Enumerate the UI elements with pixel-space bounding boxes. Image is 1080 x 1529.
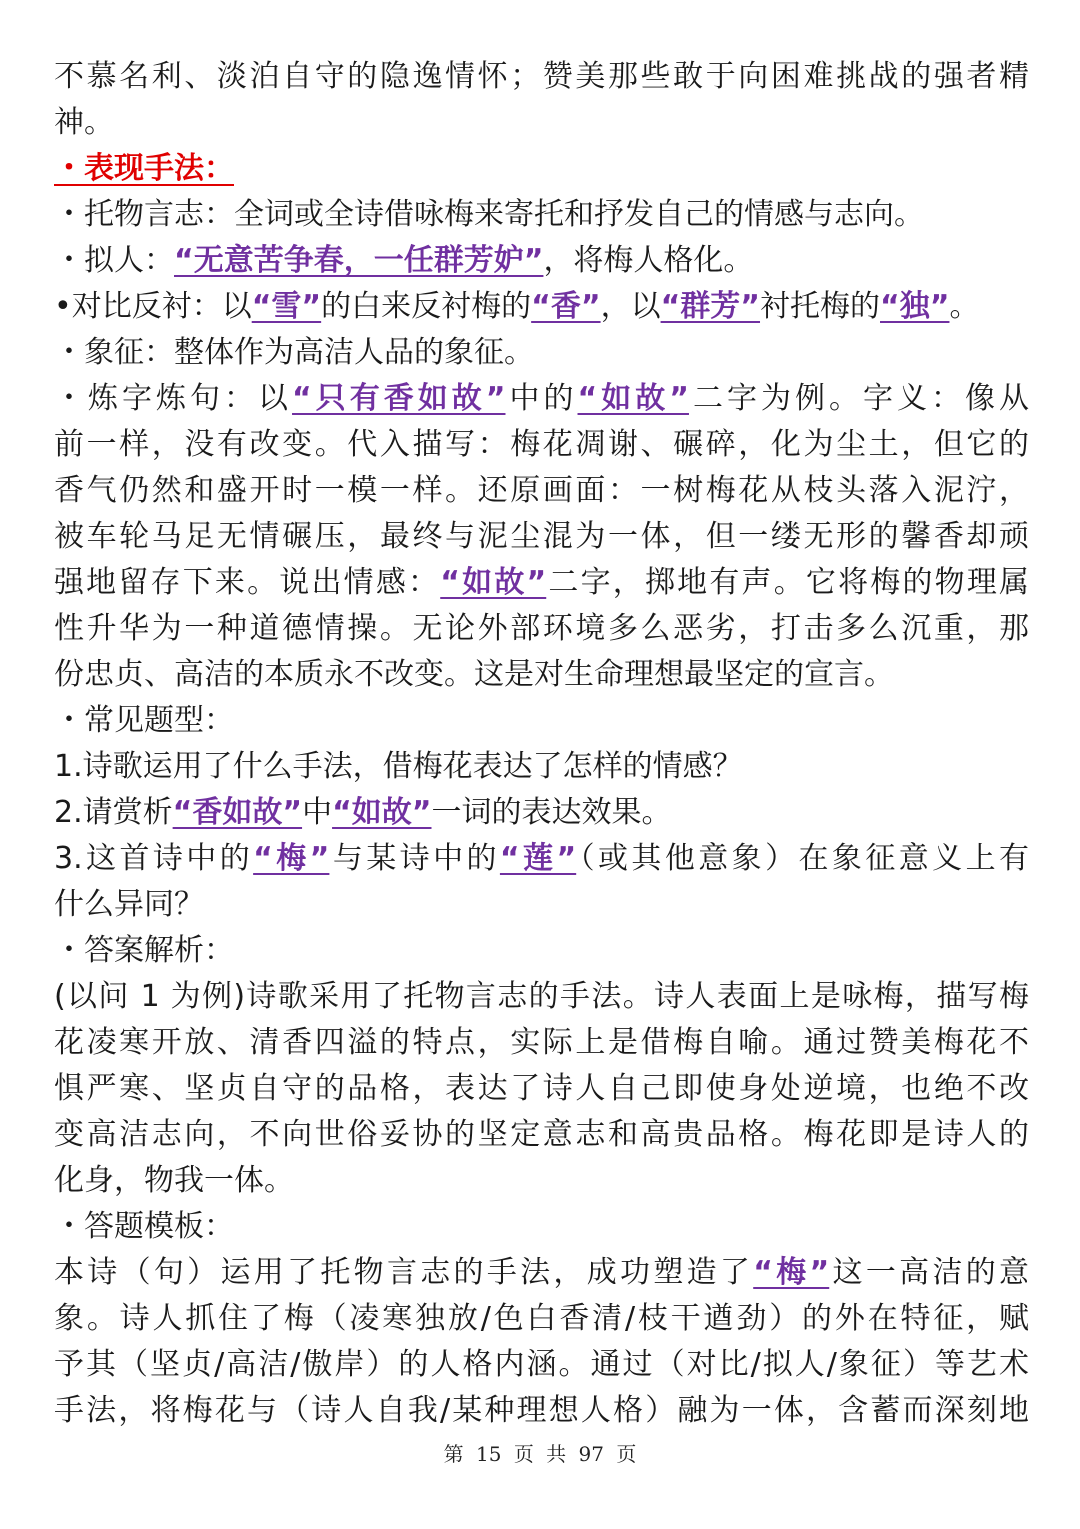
text-run: 衬托梅的	[760, 289, 881, 324]
highlighted-quote: “香如故”	[172, 795, 303, 830]
text-line	[54, 1066, 1029, 1112]
highlighted-quote: “独”	[880, 289, 950, 324]
text-run: ・炼字炼句：以	[54, 381, 293, 416]
section-heading: ・表现手法：	[54, 151, 234, 186]
text-line	[54, 928, 1029, 974]
text-line	[54, 238, 1029, 284]
text-line	[54, 606, 1029, 652]
text-run: 被车轮马足无情碾压，最终与泥尘混为一体，但一缕无形的馨香却顽	[54, 519, 1029, 554]
text-line	[54, 100, 1029, 146]
text-line	[54, 514, 1029, 560]
text-line	[54, 652, 1029, 698]
text-line	[54, 836, 1029, 882]
text-line	[54, 1158, 1029, 1204]
text-run: 花凌寒开放、清香四溢的特点，实际上是借梅自喻。通过赞美梅花不	[54, 1025, 1029, 1060]
highlighted-quote: “如故”	[332, 795, 432, 830]
text-line	[54, 1020, 1029, 1066]
text-run: 与某诗中的	[329, 841, 500, 876]
text-line	[54, 422, 1029, 468]
text-line	[54, 1250, 1029, 1296]
text-line	[54, 376, 1029, 422]
text-run: 二字，掷地有声。它将梅的物理属	[546, 565, 1029, 600]
text-run: 二字为例。字义：像从	[688, 381, 1029, 416]
text-run: 什么异同？	[54, 887, 204, 922]
text-line	[54, 284, 1029, 330]
text-line	[54, 790, 1029, 836]
text-run: 化身，物我一体。	[54, 1163, 294, 1198]
text-line	[54, 560, 1029, 606]
highlighted-quote: “无意苦争春，一任群芳妒”	[174, 243, 544, 278]
text-run: ・托物言志：全词或全诗借咏梅来寄托和抒发自己的情感与志向。	[54, 197, 924, 232]
text-run: 一词的表达效果。	[431, 795, 672, 830]
highlighted-quote: “如故”	[577, 381, 689, 416]
highlighted-quote: “梅”	[753, 1255, 830, 1290]
text-run: 不慕名利、淡泊自守的隐逸情怀；赞美那些敢于向困难挑战的强者精	[54, 59, 1029, 94]
text-run: 3.这首诗中的	[54, 841, 254, 876]
highlighted-quote: “香”	[531, 289, 601, 324]
text-run: ・象征：整体作为高洁人品的象征。	[54, 335, 534, 370]
text-line	[54, 1388, 1029, 1434]
text-run: 神。	[54, 105, 114, 140]
text-run: 本诗（句）运用了托物言志的手法，成功塑造了	[54, 1255, 754, 1290]
text-run: 1.诗歌运用了什么手法，借梅花表达了怎样的情感？	[54, 749, 743, 784]
text-line	[54, 1296, 1029, 1342]
text-run: 象。诗人抓住了梅（凌寒独放/色白香清/枝干遒劲）的外在特征，赋	[54, 1301, 1029, 1336]
highlighted-quote: “雪”	[251, 289, 322, 324]
text-run: （或其他意象）在象征意义上有	[576, 841, 1029, 876]
text-run: ，将梅人格化。	[543, 243, 754, 278]
text-line	[54, 146, 1029, 192]
text-run: 手法，将梅花与（诗人自我/某种理想人格）融为一体，含蓄而深刻地	[54, 1393, 1029, 1428]
text-line	[54, 698, 1029, 744]
text-line	[54, 1342, 1029, 1388]
text-run: 。	[949, 289, 980, 324]
text-run: 变高洁志向，不向世俗妥协的坚定意志和高贵品格。梅花即是诗人的	[54, 1117, 1029, 1152]
text-run: 香气仍然和盛开时一模一样。还原画面：一树梅花从枝头落入泥泞，	[54, 473, 1029, 508]
text-run: ・答题模板：	[54, 1209, 234, 1244]
document-body	[54, 54, 1029, 1434]
text-line	[54, 330, 1029, 376]
text-run: 惧严寒、坚贞自守的品格，表达了诗人自己即使身处逆境，也绝不改	[54, 1071, 1029, 1106]
text-line	[54, 54, 1029, 100]
highlighted-quote: “只有香如故”	[292, 381, 506, 416]
text-line	[54, 1204, 1029, 1250]
highlighted-quote: “如故”	[440, 565, 547, 600]
text-run: ，以	[600, 289, 661, 324]
text-run: ・常见题型：	[54, 703, 234, 738]
text-run: 予其（坚贞/高洁/傲岸）的人格内涵。通过（对比/拟人/象征）等艺术	[54, 1347, 1029, 1382]
highlighted-quote: “梅”	[253, 841, 330, 876]
text-line	[54, 882, 1029, 928]
text-run: ・答案解析：	[54, 933, 234, 968]
text-line	[54, 744, 1029, 790]
text-run: 的白来反衬梅的	[321, 289, 532, 324]
page-footer: 第 15 页 共 97 页	[443, 1442, 637, 1466]
highlighted-quote: “群芳”	[660, 289, 761, 324]
text-line	[54, 974, 1029, 1020]
text-line	[54, 1112, 1029, 1158]
text-run: 这一高洁的意	[829, 1255, 1029, 1290]
text-run: 份忠贞、高洁的本质永不改变。这是对生命理想最坚定的宣言。	[54, 657, 894, 692]
text-line	[54, 468, 1029, 514]
text-run: 前一样，没有改变。代入描写：梅花凋谢、碾碎，化为尘土，但它的	[54, 427, 1029, 462]
text-run: (以问 1 为例)诗歌采用了托物言志的手法。诗人表面上是咏梅，描写梅	[54, 979, 1029, 1014]
text-line	[54, 192, 1029, 238]
text-run: 强地留存下来。说出情感：	[54, 565, 441, 600]
text-run: 性升华为一种道德情操。无论外部环境多么恶劣，打击多么沉重，那	[54, 611, 1029, 646]
text-run: 2.请赏析	[54, 795, 173, 830]
highlighted-quote: “莲”	[499, 841, 577, 876]
text-run: 中的	[505, 381, 578, 416]
text-run: ・拟人：	[54, 243, 174, 278]
text-run: •对比反衬：以	[54, 289, 252, 324]
text-run: 中	[302, 795, 333, 830]
